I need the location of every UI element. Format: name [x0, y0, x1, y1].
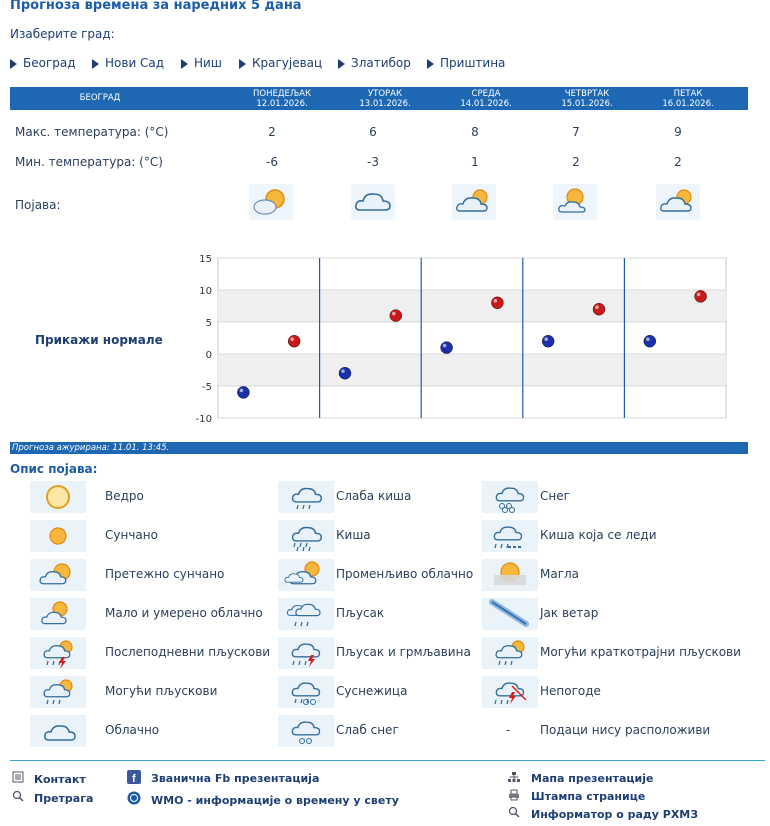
max-temp-point: [390, 310, 402, 322]
wmo-link[interactable]: WMO - информације о времену у свету: [151, 794, 399, 807]
header-day-date: 14.01.2026.: [460, 99, 512, 109]
city-link-belgrade[interactable]: [10, 56, 76, 70]
legend-label: Непогоде: [540, 684, 601, 698]
point-highlight: [544, 337, 548, 341]
legend-label: Пљусак и грмљавина: [336, 645, 471, 659]
forecast-header: [10, 87, 748, 110]
print-link[interactable]: Штампа странице: [531, 790, 646, 803]
max-temp-value: 6: [369, 125, 377, 139]
facebook-icon: [127, 770, 141, 784]
legend-label: Снег: [540, 489, 570, 503]
cloudy-icon: [30, 715, 86, 747]
max-temp-value: 8: [471, 125, 479, 139]
arrow-right-icon: [338, 59, 345, 69]
city-link-label: Приштина: [440, 56, 506, 70]
page-title: Прогноза времена за наредних 5 дана: [10, 0, 302, 13]
city-link-nis[interactable]: [181, 56, 222, 70]
legend-label: Сунчано: [105, 528, 158, 542]
point-highlight: [290, 337, 294, 341]
search-link[interactable]: Претрага: [34, 792, 94, 805]
footer-divider: [10, 760, 765, 761]
city-link-label: Нови Сад: [105, 56, 165, 70]
informer-search-icon: [508, 806, 520, 818]
legend-label: Променљиво облачно: [336, 567, 474, 581]
header-city: БЕОГРАД: [79, 93, 121, 103]
max-temp-point: [491, 297, 503, 309]
max-temp-label: Макс. температура: (°C): [15, 125, 169, 139]
header-day-name: ЧЕТВРТАК: [564, 89, 610, 99]
chart-y-tick-label: 5: [205, 318, 212, 329]
point-highlight: [341, 369, 345, 373]
header-day-date: 13.01.2026.: [359, 99, 411, 109]
header-day-1: [335, 89, 435, 109]
wmo-icon: [127, 791, 141, 805]
contact-icon: [12, 771, 24, 783]
partly-cloudy-icon: [553, 184, 597, 220]
informer-link[interactable]: Информатор о раду РХМЗ: [531, 808, 699, 821]
city-link-zlatibor[interactable]: [338, 56, 411, 70]
header-day-0: [232, 89, 332, 109]
header-day-name: СРЕДА: [471, 89, 501, 99]
city-link-novi-sad[interactable]: [92, 56, 164, 70]
strong-wind-icon: [482, 598, 538, 630]
min-temp-point: [339, 367, 351, 379]
legend-label: Јак ветар: [540, 606, 599, 620]
partly-cloudy-icon: [30, 598, 86, 630]
mostly-sunny-icon: [30, 559, 86, 591]
sunny-icon: [30, 520, 86, 552]
fb-presentation-link[interactable]: Званична Fb презентација: [151, 772, 320, 785]
max-temp-point: [695, 290, 707, 302]
city-link-label: Ниш: [194, 56, 222, 70]
max-temp-value: 2: [268, 125, 276, 139]
afternoon-showers-icon: [30, 637, 86, 669]
search-icon: [12, 790, 24, 802]
header-day-name: УТОРАК: [367, 89, 403, 99]
arrow-right-icon: [181, 59, 188, 69]
legend-label: Могући краткотрајни пљускови: [540, 645, 741, 659]
arrow-right-icon: [427, 59, 434, 69]
variable-cloudy-icon: [452, 184, 496, 220]
point-highlight: [392, 312, 396, 316]
updated-bar: [10, 442, 748, 454]
legend-label: Мало и умерено облачно: [105, 606, 263, 620]
legend-label: Ведро: [105, 489, 144, 503]
header-day-4: [638, 89, 738, 109]
mostly-sunny-icon: [249, 184, 293, 220]
legend-label: Слаб снег: [336, 723, 399, 737]
legend-label: Облачно: [105, 723, 160, 737]
header-day-date: 12.01.2026.: [256, 99, 308, 109]
max-temp-point: [593, 303, 605, 315]
header-day-name: ПОНЕДЕЉАК: [252, 89, 311, 99]
chart-band: [218, 354, 726, 386]
snow-icon: [482, 481, 538, 513]
temperature-chart: [190, 250, 740, 428]
min-temp-point: [441, 342, 453, 354]
city-link-label: Златибор: [351, 56, 411, 70]
sitemap-icon: [508, 771, 520, 783]
min-temp-value: -6: [266, 155, 278, 169]
arrow-right-icon: [239, 59, 246, 69]
city-link-pristina[interactable]: [427, 56, 505, 70]
max-temp-value: 9: [674, 125, 682, 139]
svg-text:f: f: [132, 773, 136, 784]
max-temp-value: 7: [572, 125, 580, 139]
legend-label: Могући пљускови: [105, 684, 218, 698]
clear-sun-icon: [30, 481, 86, 513]
possible-showers-icon: [30, 676, 86, 708]
header-day-3: [537, 89, 637, 109]
legend-label: Пљусак: [336, 606, 385, 620]
point-highlight: [443, 344, 447, 348]
storm-icon: [482, 676, 538, 708]
print-icon: [508, 789, 520, 801]
variable-cloudy-icon: [656, 184, 700, 220]
legend-label: Суснежица: [336, 684, 408, 698]
light-snow-icon: [278, 715, 334, 747]
chart-y-tick-label: 10: [199, 286, 212, 297]
header-day-date: 16.01.2026.: [662, 99, 714, 109]
show-normals-button[interactable]: Прикажи нормале: [35, 333, 163, 347]
header-day-name: ПЕТАК: [673, 89, 703, 99]
city-link-label: Београд: [23, 56, 76, 70]
fog-icon: [482, 559, 538, 591]
header-day-2: [436, 89, 536, 109]
min-temp-point: [237, 386, 249, 398]
rain-icon: [278, 520, 334, 552]
legend-label: Киша која се леди: [540, 528, 657, 542]
chart-y-tick-label: 15: [199, 254, 212, 265]
legend-label: Претежно сунчано: [105, 567, 225, 581]
header-day-date: 15.01.2026.: [561, 99, 613, 109]
point-highlight: [240, 389, 244, 393]
point-highlight: [595, 305, 599, 309]
min-temp-value: 2: [572, 155, 580, 169]
sleet-icon: [278, 676, 334, 708]
city-link-kragujevac[interactable]: [239, 56, 322, 70]
legend-label: Послеподневни пљускови: [105, 645, 271, 659]
chart-band: [218, 290, 726, 322]
arrow-right-icon: [92, 59, 99, 69]
thunderstorm-icon: [278, 637, 334, 669]
city-prompt: Изаберите град:: [10, 27, 115, 41]
min-temp-label: Мин. температура: (°C): [15, 155, 163, 169]
arrow-right-icon: [10, 59, 17, 69]
no-data-dash: -: [506, 723, 511, 737]
min-temp-point: [644, 335, 656, 347]
legend-title: Опис појава:: [10, 462, 98, 476]
cloudy-icon: [351, 184, 395, 220]
point-highlight: [494, 299, 498, 303]
legend-label: Слаба киша: [336, 489, 412, 503]
min-temp-value: -3: [367, 155, 379, 169]
chart-y-tick-label: -10: [195, 414, 212, 425]
min-temp-point: [542, 335, 554, 347]
chart-y-tick-label: 0: [205, 350, 212, 361]
shower-icon: [278, 598, 334, 630]
chart-y-tick-label: -5: [202, 382, 212, 393]
min-temp-value: 2: [674, 155, 682, 169]
freezing-rain-icon: [482, 520, 538, 552]
legend-label: Киша: [336, 528, 371, 542]
light-rain-icon: [278, 481, 334, 513]
phenomenon-label: Појава:: [15, 198, 61, 212]
updated-text: Прогноза ажурирана: 11.01. 13:45.: [12, 443, 170, 453]
point-highlight: [697, 293, 701, 297]
sitemap-link[interactable]: Мапа презентације: [531, 772, 654, 785]
min-temp-value: 1: [471, 155, 479, 169]
brief-showers-icon: [482, 637, 538, 669]
legend-label: Подаци нису расположиви: [540, 723, 711, 737]
legend-label: Магла: [540, 567, 580, 581]
max-temp-point: [288, 335, 300, 347]
variable-cloudy-icon: [278, 559, 334, 591]
point-highlight: [646, 337, 650, 341]
contact-link[interactable]: Контакт: [34, 773, 86, 786]
city-link-label: Крагујевац: [252, 56, 323, 70]
